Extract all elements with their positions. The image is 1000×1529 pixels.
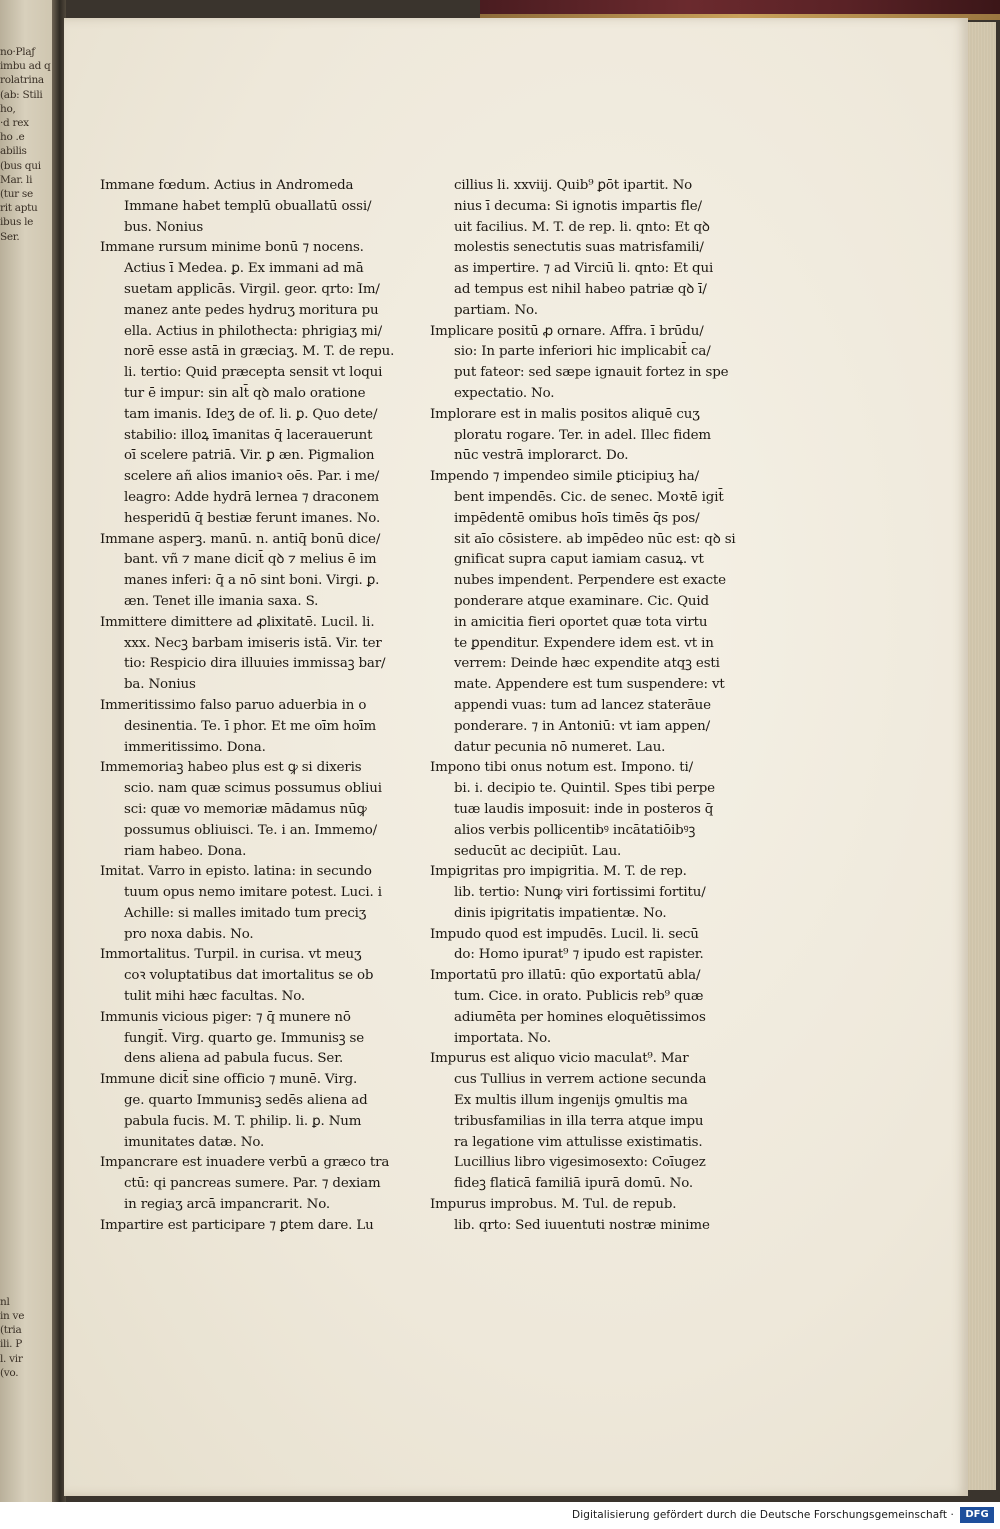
text-line: æn. Tenet ille imania saxa. S. <box>124 593 319 609</box>
text-line: fungit̄. Virg. quarto ge. Immunisꝫ se <box>124 1030 365 1046</box>
text-column-right <box>430 176 736 1237</box>
text-line: Immemoriaꝫ habeo plus est ꝙ si dixeris <box>100 760 362 776</box>
text-line: li. tertio: Quid præcepta sensit vt loqui <box>124 365 383 381</box>
text-line: Imitat. Varro in episto. latina: in secundo <box>100 864 372 880</box>
text-line: importata. No. <box>454 1030 551 1046</box>
text-line: te ꝑpenditur. Expendere idem est. vt in <box>454 635 714 651</box>
text-line: dens aliena ad pabula fucus. Ser. <box>124 1051 344 1067</box>
text-line: ba. Nonius <box>124 677 196 693</box>
text-line: cillius li. xxviij. Quib⁹ ꝑōt ipartit. No <box>454 178 693 193</box>
text-line: lib. qrto: Sed iuuentuti nostræ minime <box>454 1217 710 1233</box>
text-line: tribusfamilias in illa terra atque impu <box>454 1113 704 1129</box>
text-line: hesperidū q̄ bestiæ ferunt imanes. No. <box>124 510 381 526</box>
text-line: tuum opus nemo imitare potest. Luci. i <box>124 885 382 901</box>
text-line: tam imanis. Ideʒ de of. li. ꝑ. Quo dete/ <box>124 406 378 422</box>
text-line: nūc vestrā implorarct. Do. <box>454 448 629 464</box>
text-line: uit facilius. M. T. de rep. li. qnto: Et qꝺ <box>454 219 710 235</box>
text-line: pro noxa dabis. No. <box>124 926 254 942</box>
text-line: ponderare. ⁊ in Antoniū: vt iam appen/ <box>454 718 710 734</box>
text-line: immeritissimo. Dona. <box>124 739 266 755</box>
text-line: stabilio: illoꝝ īmanitas q̄ lacerauerunt <box>124 427 373 443</box>
text-line: as impertire. ⁊ ad Virciū li. qnto: Et qui <box>454 261 714 277</box>
text-line: Immune dicit̄ sine officio ⁊ munē. Virg. <box>100 1072 358 1088</box>
text-line: ra legatione vim attulisse existimatis. <box>454 1134 703 1150</box>
text-line: in amicitia fieri oportet quæ tota virtu <box>454 614 708 630</box>
text-line: Immittere dimittere ad ꝓlixitatē. Lucil. li. <box>100 614 375 630</box>
text-line: Impurus improbus. M. Tul. de repub. <box>430 1197 677 1213</box>
text-line: riam habeo. Dona. <box>124 843 247 859</box>
text-line: ploratu rogare. Ter. in adel. Illec fidem <box>454 427 711 443</box>
text-line: Implicare positū ꝓ ornare. Affra. ī brūdu/ <box>430 323 704 339</box>
text-line: verrem: Deinde hæc expendite atqꝫ esti <box>454 656 720 672</box>
text-line: Immane fœdum. Actius in Andromeda <box>100 178 354 193</box>
text-line: put fateor: sed sæpe ignauit fortez in spe <box>454 365 729 381</box>
text-line: ad tempus est nihil habeo patriæ qꝺ ī/ <box>454 281 707 297</box>
text-line: sit aīo cōsistere. ab impēdeo nūc est: qꝺ si <box>454 531 736 547</box>
text-line: Immeritissimo falso paruo aduerbia in o <box>100 697 367 713</box>
text-line: cus Tullius in verrem actione secunda <box>454 1072 707 1088</box>
text-line: Impurus est aliquo vicio maculat⁹. Mar <box>430 1051 689 1067</box>
dfg-logo: DFG <box>960 1507 994 1523</box>
text-line: adiumēta per homines eloquētissimos <box>454 1009 706 1025</box>
text-line: dinis ipigritatis impatientæ. No. <box>454 905 667 921</box>
text-line: Immunis vicious piger: ⁊ q̄ munere nō <box>100 1009 351 1025</box>
text-line: alios verbis pollicentibꝰ incātatiōibꝰꝫ <box>454 822 696 838</box>
text-line: bus. Nonius <box>124 219 204 235</box>
text-line: ella. Actius in philothecta: phrigiaʒ mi/ <box>124 323 382 339</box>
text-line: manez ante pedes hydruʒ moritura pu <box>124 302 379 318</box>
text-line: Implorare est in malis positos aliquē cuʒ <box>430 406 700 422</box>
text-line: Lucillius libro vigesimosexto: Coīugez <box>454 1155 706 1171</box>
text-line: Impudo quod est impudēs. Lucil. li. secū <box>430 926 699 942</box>
text-line: tulit mihi hæc facultas. No. <box>124 989 306 1005</box>
text-line: ponderare atque examinare. Cic. Quid <box>454 593 709 609</box>
text-line: bi. i. decipio te. Quintil. Spes tibi perpe <box>454 781 715 797</box>
text-line: in regiaʒ arcā impancrarit. No. <box>124 1197 331 1213</box>
text-line: Immane habet templū obuallatū ossi/ <box>124 198 372 214</box>
text-line: Immortalitus. Turpil. in curisa. vt meuʒ <box>100 947 362 963</box>
text-line: tuæ laudis imposuit: inde in posteros q̄ <box>454 801 714 817</box>
text-line: Immane asperꝫ. manū. n. antiq̄ bonū dice/ <box>100 531 381 547</box>
text-line: Immane rursum minime bonū ⁊ nocens. <box>100 240 364 256</box>
page-stack-edge <box>968 22 996 1490</box>
text-column-left <box>100 176 402 1237</box>
text-line: nubes impendent. Perpendere est exacte <box>454 573 726 589</box>
text-line: pabula fucis. M. T. philip. li. ꝑ. Num <box>124 1113 362 1129</box>
text-line: appendi vuas: tum ad lancez staterāue <box>454 697 711 713</box>
text-line: desinentia. Te. ī phor. Et me oīm hoīm <box>124 718 377 734</box>
text-line: molestis senectutis suas matrisfamili/ <box>454 240 704 256</box>
text-line: imunitates datæ. No. <box>124 1134 265 1150</box>
text-line: manes inferi: q̄ a nō sint boni. Virgi. ꝑ. <box>124 573 380 589</box>
text-line: tum. Cice. in orato. Publicis reb⁹ quæ <box>454 989 704 1005</box>
text-line: expectatio. No. <box>454 385 555 401</box>
text-line: leagro: Adde hydrā lernea ⁊ draconem <box>124 489 380 505</box>
text-line: norē esse astā in græciaʒ. M. T. de repu. <box>124 344 395 360</box>
text-line: seducūt ac decipiūt. Lau. <box>454 843 622 859</box>
text-line: fideꝫ flaticā familiā ipurā domū. No. <box>454 1176 694 1192</box>
text-line: lib. tertio: Nunꝙ viri fortissimi fortitu/ <box>454 885 706 901</box>
text-line: Ex multis illum ingenijs ꝯmultis ma <box>454 1093 688 1109</box>
text-line: possumus obliuisci. Te. i an. Immemo/ <box>124 822 378 838</box>
text-line: ge. quarto Immunisꝫ sedēs aliena ad <box>124 1093 368 1109</box>
text-line: tio: Respicio dira illuuies immissaꝫ bar/ <box>124 656 386 672</box>
text-line: tur ē impur: sin alt̄ qꝺ malo oratione <box>124 385 366 401</box>
text-line: Impigritas pro impigritia. M. T. de rep. <box>430 864 687 880</box>
book-binding <box>480 0 1000 20</box>
text-line: suetam applicās. Virgil. geor. qrto: Im/ <box>124 281 380 297</box>
text-line: Importatū pro illatū: qūo exportatū abla/ <box>430 968 701 984</box>
text-line: scelere añ alios imanioꝛ oēs. Par. i me/ <box>124 469 380 485</box>
text-line: Impono tibi onus notum est. Impono. ti/ <box>430 760 694 776</box>
text-line: datur pecunia nō numeret. Lau. <box>454 739 666 755</box>
text-line: impēdentē omibus hoīs timēs q̄s pos/ <box>454 510 700 526</box>
text-line: mate. Appendere est tum suspendere: vt <box>454 677 725 693</box>
text-line: partiam. No. <box>454 302 538 318</box>
text-line: do: Homo ipurat⁹ ⁊ ipudo est rapister. <box>454 947 704 963</box>
text-line: Impendo ⁊ impendeo simile ꝑticipiuʒ ha/ <box>430 469 699 485</box>
text-line: nius ī decuma: Si ignotis impartis fle/ <box>454 198 702 214</box>
left-page-text-fragment: no·Plaƒ imbu ad q rolatrina (ab: Stili ho, ·d rex ho .e abilis (bus qui Mar. li (tur se rit aptu ibus le Ser. nl in ve (tria ili. P l. vir (vo. <box>0 46 51 1379</box>
text-line: bent impendēs. Cic. de senec. Moꝛtē igit̄ <box>454 489 724 505</box>
text-line: Impancrare est inuadere verbū a græco tra <box>100 1155 390 1171</box>
text-line: Achille: si malles imitado tum preciʒ <box>124 905 367 921</box>
footer-bar <box>0 1502 1000 1529</box>
text-line: xxx. Necꝫ barbam imiseris istā. Vir. ter <box>124 635 382 651</box>
text-line: sio: In parte inferiori hic implicabit̄ ca/ <box>454 344 711 360</box>
text-line: Actius ī Medea. ꝑ. Ex immani ad mā <box>124 261 364 277</box>
text-line: scio. nam quæ scimus possumus obliui <box>124 781 382 797</box>
text-line: oī scelere patriā. Vir. ꝑ æn. Pigmalion <box>124 448 375 464</box>
text-line: sci: quæ vo memoriæ mādamus nūꝙ <box>124 801 367 817</box>
text-line: gnificat supra caput iamiam casuꝝ. vt <box>454 552 704 568</box>
text-line: bant. vñ ⁊ mane dicit̄ qꝺ ⁊ melius ē im <box>124 552 377 568</box>
text-line: coꝛ voluptatibus dat imortalitus se ob <box>124 968 374 984</box>
text-line: ctū: qi pancreas sumere. Par. ⁊ dexiam <box>124 1176 381 1192</box>
funding-notice: Digitalisierung gefördert durch die Deutsche Forschungsgemeinschaft · <box>572 1509 954 1521</box>
text-line: Impartire est participare ⁊ ꝑtem dare. Lu <box>100 1217 374 1233</box>
